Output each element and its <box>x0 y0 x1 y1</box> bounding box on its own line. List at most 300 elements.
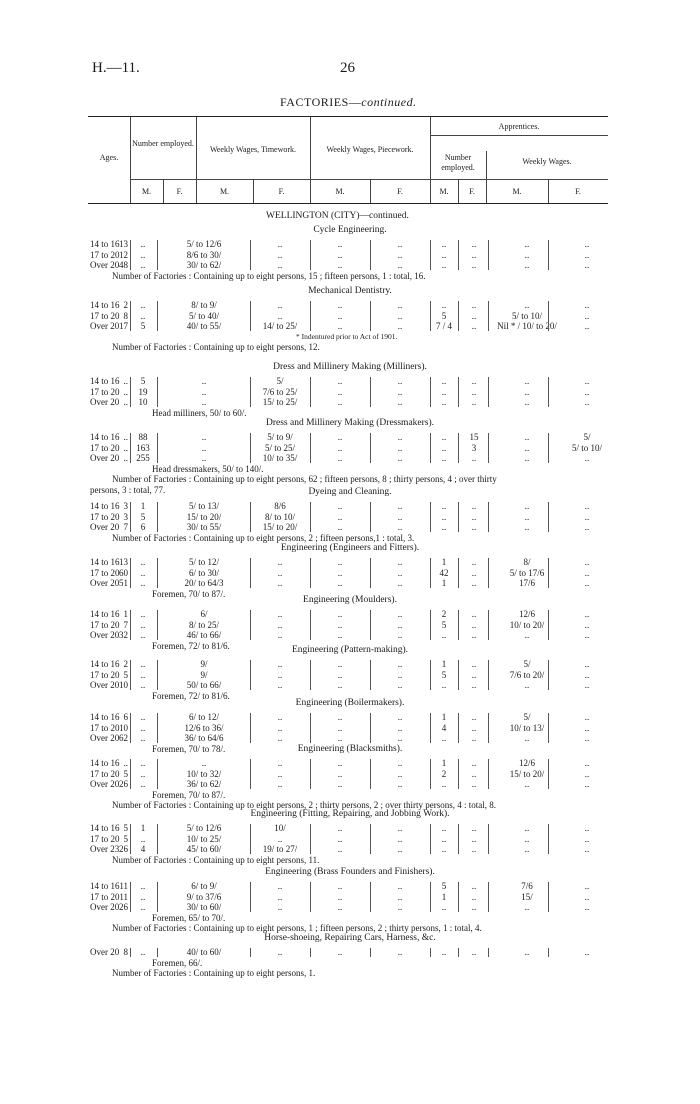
section-note: Foremen, 72/ to 81/6. <box>152 690 230 701</box>
section-title: Horse-shoeing, Repairing Cars, Harness, &c. <box>264 933 436 943</box>
cell-pm: .. <box>337 630 343 640</box>
section-note: persons, 3 : total, 77. <box>90 484 166 495</box>
row-age: Over 20 <box>90 453 120 463</box>
column-rule <box>488 558 489 588</box>
cell-m: 17 <box>119 321 128 331</box>
cell-wm: .. <box>524 779 530 789</box>
cell-wf: .. <box>584 779 590 789</box>
cell-tm: .. <box>201 758 207 768</box>
column-rule <box>488 301 489 331</box>
cell-pm: .. <box>337 453 343 463</box>
column-rule <box>430 433 431 463</box>
cell-pm: .. <box>337 902 343 912</box>
column-rule <box>488 759 489 789</box>
cell-tm: 36/ to 62/ <box>186 779 222 789</box>
column-rule <box>458 377 459 407</box>
cell-pf: .. <box>397 768 403 779</box>
cell-wm: .. <box>524 902 530 912</box>
cell-pf: .. <box>397 432 403 442</box>
cell-wm: 17/6 <box>518 578 535 588</box>
row-age: 14 to 16 <box>90 609 120 619</box>
cell-wf: .. <box>584 722 590 733</box>
cell-tf: 5/ <box>276 376 284 386</box>
column-rule <box>430 558 431 588</box>
cell-m: 7 <box>123 619 128 630</box>
cell-af: .. <box>471 376 477 386</box>
cell-f: .. <box>140 779 146 789</box>
cell-m: .. <box>123 376 128 386</box>
column-rule <box>370 824 371 854</box>
cell-m: .. <box>123 432 128 442</box>
cell-tm: 10/ to 32/ <box>186 768 222 779</box>
column-rule <box>458 610 459 640</box>
cell-f: 5 <box>140 321 146 331</box>
section-title: Engineering (Boilermakers). <box>295 698 405 708</box>
cell-pf: .. <box>397 310 403 321</box>
cell-tf: .. <box>277 260 283 270</box>
cell-tf: .. <box>277 891 283 902</box>
cell-pm: .. <box>337 881 343 891</box>
cell-am: 2 <box>441 768 447 779</box>
cell-tm: 46/ to 66/ <box>186 630 222 640</box>
cell-am: .. <box>441 386 447 397</box>
cell-am: 1 <box>441 758 447 768</box>
cell-pf: .. <box>397 833 403 844</box>
cell-pm: .. <box>337 442 343 453</box>
column-rule <box>458 948 459 957</box>
column-rule <box>548 713 549 743</box>
cell-af: .. <box>471 758 477 768</box>
cell-tf: .. <box>277 669 283 680</box>
cell-af: .. <box>471 823 477 833</box>
cell-pm: .. <box>337 432 343 442</box>
cell-wm: .. <box>524 630 530 640</box>
cell-tm: 8/ to 25/ <box>188 619 219 630</box>
row-age: Over 20 <box>90 630 120 640</box>
column-rule <box>430 948 431 957</box>
cell-tf: .. <box>277 300 283 310</box>
cell-m: 12 <box>119 249 128 260</box>
cell-wf: .. <box>584 300 590 310</box>
column-rule <box>157 558 158 588</box>
column-rule <box>430 610 431 640</box>
column-rule <box>370 433 371 463</box>
cell-pm: .. <box>337 609 343 619</box>
column-rule <box>310 558 311 588</box>
cell-f: 1 <box>140 501 146 511</box>
cell-wf: .. <box>584 376 590 386</box>
cell-m: 13 <box>119 557 128 567</box>
cell-tm: 5/ to 12/ <box>188 557 219 567</box>
column-rule <box>548 240 549 270</box>
cell-m: 26 <box>119 902 128 912</box>
column-rule <box>157 713 158 743</box>
column-rule <box>458 301 459 331</box>
column-rule <box>370 558 371 588</box>
cell-tf: .. <box>277 902 283 912</box>
row-age: 14 to 16 <box>90 376 120 386</box>
cell-af: .. <box>471 300 477 310</box>
cell-wm: .. <box>524 300 530 310</box>
column-rule <box>370 377 371 407</box>
cell-tf: .. <box>277 733 283 743</box>
cell-wm: 10/ to 20/ <box>509 619 545 630</box>
cell-f: 6 <box>140 522 146 532</box>
cell-m: 5 <box>123 823 128 833</box>
cell-af: .. <box>471 397 477 407</box>
cell-am: .. <box>441 511 447 522</box>
cell-tf: 5/ to 9/ <box>267 432 293 442</box>
row-age: 17 to 20 <box>90 442 120 453</box>
column-rule <box>130 948 131 957</box>
cell-wm: .. <box>524 386 530 397</box>
column-rule <box>250 433 251 463</box>
cell-pm: .. <box>337 239 343 249</box>
section-note: Foremen, 70/ to 87/. <box>152 789 226 800</box>
page-title <box>280 95 417 110</box>
column-rule <box>250 713 251 743</box>
cell-wf: .. <box>584 669 590 680</box>
header-f: F. <box>397 187 403 196</box>
section-title: Engineering (Fitting, Repairing, and Jobbing Work). <box>250 809 450 819</box>
cell-am: 5 <box>441 881 447 891</box>
column-rule <box>488 433 489 463</box>
cell-f: .. <box>140 768 146 779</box>
cell-tf: .. <box>277 659 283 669</box>
cell-m: 2 <box>123 659 128 669</box>
cell-f: 5 <box>140 511 146 522</box>
cell-pm: .. <box>337 659 343 669</box>
row-age: 14 to 16 <box>90 881 120 891</box>
cell-af: .. <box>471 712 477 722</box>
row-age: 14 to 16 <box>90 712 120 722</box>
column-rule <box>548 759 549 789</box>
section-note: Foremen, 65/ to 70/. <box>152 912 226 923</box>
row-age: Over 20 <box>90 779 120 789</box>
section-note: Foremen, 70/ to 78/. <box>152 743 226 754</box>
column-rule <box>458 759 459 789</box>
column-rule <box>157 377 158 407</box>
row-age: Over 20 <box>90 522 120 532</box>
page-title-main: FACTORIES— <box>280 95 362 109</box>
header-m: M. <box>335 187 345 196</box>
cell-tf: 15/ to 25/ <box>262 397 298 407</box>
column-rule <box>130 558 131 588</box>
column-rule <box>548 824 549 854</box>
cell-wf: .. <box>584 844 590 854</box>
cell-f: .. <box>140 758 146 768</box>
cell-tf: .. <box>277 578 283 588</box>
row-age: 17 to 20 <box>90 768 120 779</box>
header-m: M. <box>512 187 522 196</box>
cell-pf: .. <box>397 881 403 891</box>
header-f: F. <box>176 187 183 196</box>
cell-m: 60 <box>119 567 128 578</box>
column-rule <box>250 948 251 957</box>
cell-pf: .. <box>397 669 403 680</box>
cell-tm: 5/ to 12/6 <box>186 239 222 249</box>
column-rule <box>488 377 489 407</box>
cell-wf: .. <box>584 453 590 463</box>
cell-f: 19 <box>138 386 148 397</box>
column-rule <box>548 433 549 463</box>
cell-tf: 10/ to 35/ <box>262 453 298 463</box>
row-age: 17 to 20 <box>90 567 120 578</box>
cell-m: .. <box>123 397 128 407</box>
cell-af: 15 <box>469 432 479 442</box>
column-rule <box>370 502 371 532</box>
column-rule <box>130 433 131 463</box>
cell-am: 4 <box>441 722 447 733</box>
row-age: Over 20 <box>90 260 120 270</box>
cell-tm: 8/6 to 30/ <box>186 249 222 260</box>
cell-pm: .. <box>337 669 343 680</box>
column-rule <box>250 660 251 690</box>
cell-am: 1 <box>441 578 447 588</box>
column-rule <box>548 660 549 690</box>
cell-tm: 5/ to 13/ <box>188 501 219 511</box>
section-title: Dyeing and Cleaning. <box>308 487 392 497</box>
section-note: Number of Factories : Containing up to eight persons, 62 ; fifteen persons, 8 ; thirty persons, 4 ; over thirty <box>112 474 497 484</box>
cell-wf: 5/ <box>583 432 591 442</box>
column-rule <box>430 713 431 743</box>
column-rule <box>250 610 251 640</box>
cell-f: .. <box>140 669 146 680</box>
cell-wf: .. <box>584 310 590 321</box>
column-rule <box>310 610 311 640</box>
cell-tf: .. <box>277 947 283 957</box>
cell-m: 3 <box>123 501 128 511</box>
cell-pf: .. <box>397 844 403 854</box>
column-rule <box>250 882 251 912</box>
column-rule <box>458 660 459 690</box>
cell-pm: .. <box>337 578 343 588</box>
cell-pf: .. <box>397 260 403 270</box>
cell-tf: .. <box>277 630 283 640</box>
cell-am: .. <box>441 453 447 463</box>
cell-tf: .. <box>277 758 283 768</box>
cell-tm: 12/6 to 36/ <box>184 722 224 733</box>
cell-wm: .. <box>524 260 530 270</box>
cell-am: .. <box>441 442 447 453</box>
cell-pf: .. <box>397 511 403 522</box>
cell-am: .. <box>441 432 447 442</box>
cell-tf: .. <box>277 310 283 321</box>
column-rule <box>310 713 311 743</box>
section-note: Number of Factories : Containing up to eight persons, 2 ; thirty persons, 2 ; over thirty persons, 4 : total, 8. <box>112 800 496 810</box>
column-rule <box>370 948 371 957</box>
cell-pm: .. <box>337 501 343 511</box>
cell-tm: 40/ to 55/ <box>186 321 222 331</box>
cell-m: 5 <box>123 768 128 779</box>
cell-wm: 12/6 <box>518 609 535 619</box>
cell-af: .. <box>471 310 477 321</box>
cell-af: .. <box>471 844 477 854</box>
column-rule <box>157 240 158 270</box>
cell-af: .. <box>471 567 477 578</box>
header-app-weekly-wages: Weekly Wages. <box>522 157 572 166</box>
section-title: Engineering (Engineers and Fitters). <box>280 543 420 553</box>
column-rule <box>157 502 158 532</box>
header-m: M. <box>439 187 449 196</box>
section-note: Foremen, 72/ to 81/6. <box>152 640 230 651</box>
section-title: Engineering (Brass Founders and Finishers). <box>265 867 435 877</box>
column-rule <box>130 882 131 912</box>
cell-tm: 8/ to 9/ <box>191 300 217 310</box>
column-rule <box>548 558 549 588</box>
cell-tm: .. <box>201 386 207 397</box>
cell-pm: .. <box>337 733 343 743</box>
column-rule <box>458 713 459 743</box>
cell-af: .. <box>471 722 477 733</box>
cell-wf: .. <box>584 239 590 249</box>
column-rule <box>430 660 431 690</box>
column-rule <box>430 502 431 532</box>
cell-m: 51 <box>119 578 128 588</box>
column-rule <box>548 610 549 640</box>
row-age: Over 20 <box>90 733 120 743</box>
cell-f: 5 <box>140 376 146 386</box>
cell-pm: .. <box>337 321 343 331</box>
header-f: F. <box>469 187 475 196</box>
cell-m: 26 <box>119 844 128 854</box>
column-rule <box>157 610 158 640</box>
cell-am: .. <box>441 733 447 743</box>
cell-am: .. <box>441 833 447 844</box>
cell-tm: .. <box>201 432 207 442</box>
cell-am: 5 <box>441 619 447 630</box>
cell-pm: .. <box>337 300 343 310</box>
column-rule <box>130 713 131 743</box>
row-age: 14 to 16 <box>90 823 120 833</box>
cell-m: 11 <box>119 891 128 902</box>
row-age: 17 to 20 <box>90 891 120 902</box>
page-title-suffix: continued. <box>361 95 417 109</box>
cell-pm: .. <box>337 779 343 789</box>
cell-pm: .. <box>337 823 343 833</box>
row-age: 14 to 16 <box>90 758 120 768</box>
cell-am: .. <box>441 947 447 957</box>
cell-tf: .. <box>277 722 283 733</box>
column-rule <box>548 948 549 957</box>
column-rule <box>310 502 311 532</box>
column-rule <box>157 882 158 912</box>
section-title: Cycle Engineering. <box>313 225 387 235</box>
row-age: 17 to 20 <box>90 619 120 630</box>
cell-af: .. <box>471 669 477 680</box>
cell-f: 163 <box>136 442 150 453</box>
cell-wm: .. <box>524 239 530 249</box>
cell-tm: 9/ to 37/6 <box>186 891 222 902</box>
cell-f: .. <box>140 260 146 270</box>
cell-pf: .. <box>397 397 403 407</box>
cell-f: 10 <box>138 397 148 407</box>
cell-wm: 15/ to 20/ <box>509 768 545 779</box>
row-age: 17 to 20 <box>90 833 120 844</box>
cell-pf: .. <box>397 609 403 619</box>
cell-wf: .. <box>584 823 590 833</box>
section-title: Engineering (Blacksmiths). <box>297 744 403 754</box>
cell-pm: .. <box>337 712 343 722</box>
cell-am: .. <box>441 779 447 789</box>
cell-tm: 6/ to 30/ <box>188 567 219 578</box>
row-age: 14 to 16 <box>90 239 120 249</box>
cell-m: 2 <box>123 300 128 310</box>
section-note: Foremen, 66/. <box>152 957 203 968</box>
cell-wf: .. <box>584 557 590 567</box>
cell-af: .. <box>471 511 477 522</box>
cell-wm: .. <box>524 397 530 407</box>
cell-af: .. <box>471 680 477 690</box>
header-app-number-employed: Number employed. <box>441 153 475 172</box>
cell-f: .. <box>140 891 146 902</box>
cell-af: .. <box>471 947 477 957</box>
cell-f: .. <box>140 947 146 957</box>
column-rule <box>310 882 311 912</box>
cell-am: 5 <box>441 669 447 680</box>
row-age: Over 20 <box>90 578 120 588</box>
cell-am: .. <box>441 680 447 690</box>
column-rule <box>130 824 131 854</box>
column-rule <box>548 301 549 331</box>
cell-wf: .. <box>584 386 590 397</box>
cell-f: .. <box>140 300 146 310</box>
column-rule <box>488 824 489 854</box>
cell-wf: .. <box>584 947 590 957</box>
row-age: Over 23 <box>90 844 120 854</box>
column-rule <box>250 824 251 854</box>
cell-pm: .. <box>337 891 343 902</box>
cell-m: 13 <box>119 239 128 249</box>
cell-tf: .. <box>277 249 283 260</box>
section-note: Number of Factories : Containing up to eight persons, 11. <box>112 854 320 865</box>
cell-wf: .. <box>584 630 590 640</box>
column-rule <box>430 882 431 912</box>
cell-tf: .. <box>277 881 283 891</box>
cell-pm: .. <box>337 386 343 397</box>
cell-af: .. <box>471 249 477 260</box>
cell-tf: 14/ to 25/ <box>262 321 298 331</box>
cell-pm: .. <box>337 833 343 844</box>
header-f: F. <box>575 187 581 196</box>
cell-pm: .. <box>337 397 343 407</box>
cell-pf: .. <box>397 557 403 567</box>
cell-f: .. <box>140 310 146 321</box>
cell-pf: .. <box>397 947 403 957</box>
cell-am: 1 <box>441 891 447 902</box>
column-rule <box>370 759 371 789</box>
cell-pf: .. <box>397 300 403 310</box>
column-rule <box>157 433 158 463</box>
row-age: Over 20 <box>90 947 120 957</box>
cell-m: .. <box>123 453 128 463</box>
column-rule <box>250 301 251 331</box>
cell-am: 5 <box>441 310 447 321</box>
cell-am: .. <box>441 630 447 640</box>
cell-tm: 5/ to 40/ <box>188 310 219 321</box>
cell-tf: .. <box>277 567 283 578</box>
cell-af: .. <box>471 453 477 463</box>
cell-pf: .. <box>397 619 403 630</box>
row-age: 14 to 16 <box>90 300 120 310</box>
cell-f: .. <box>140 249 146 260</box>
column-rule <box>458 240 459 270</box>
cell-am: .. <box>441 397 447 407</box>
cell-pm: .. <box>337 844 343 854</box>
cell-pm: .. <box>337 522 343 532</box>
column-rule <box>488 660 489 690</box>
cell-pm: .. <box>337 722 343 733</box>
